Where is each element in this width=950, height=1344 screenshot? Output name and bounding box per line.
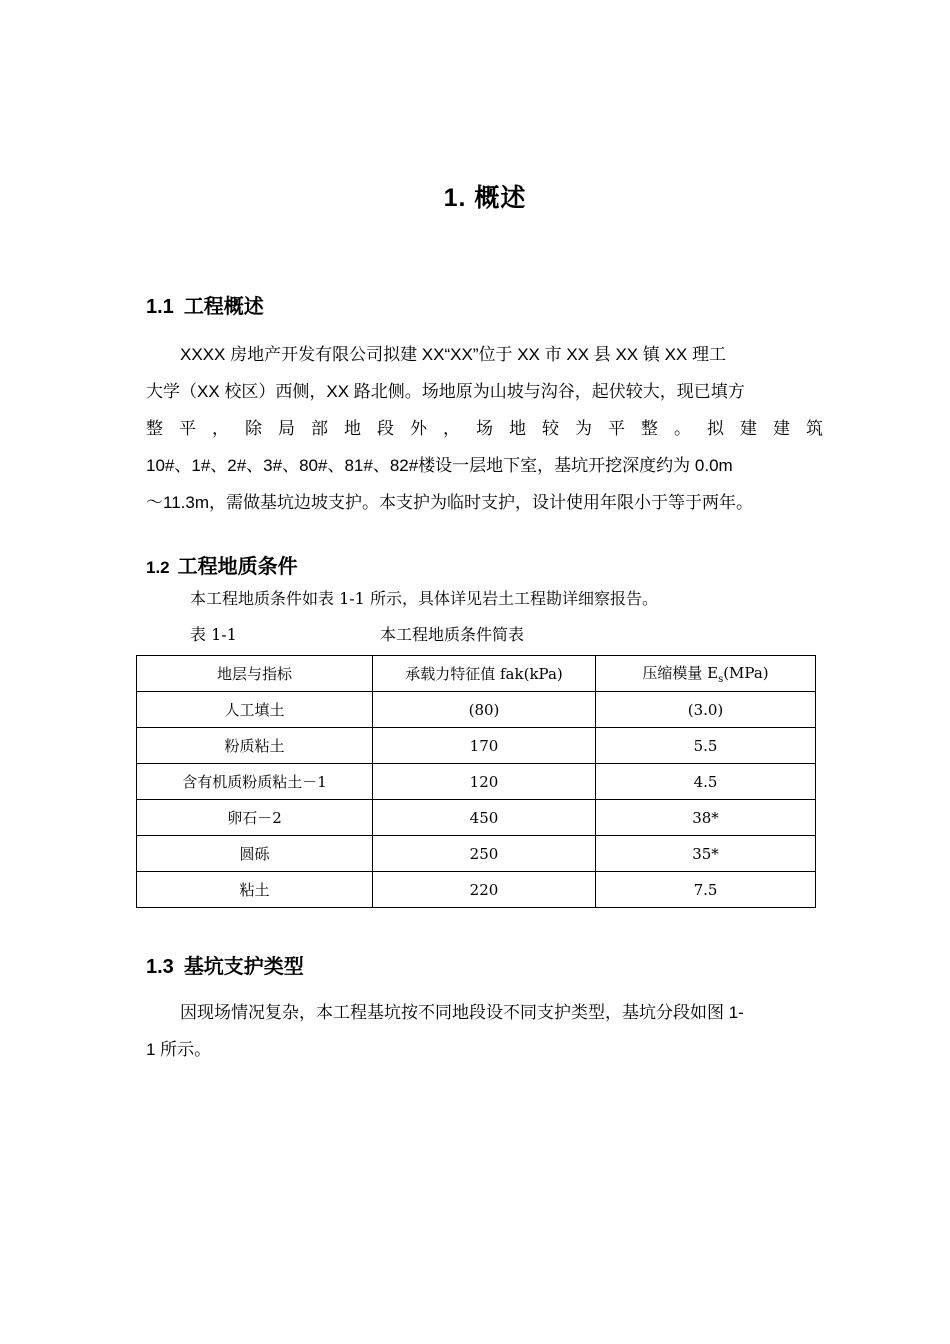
- overview-paragraph: [146, 336, 823, 521]
- table-cell: 250: [373, 836, 596, 872]
- table-row: [137, 692, 816, 728]
- page-title: 1. 概述: [443, 184, 527, 212]
- table-cell: (80): [373, 692, 596, 728]
- header-cell: 承载力特征值 fak(kPa): [373, 656, 596, 692]
- table-row: [137, 872, 816, 908]
- paragraph-line-justified: 整 平 ， 除 局 部 地 段 外 ， 场 地 较 为 平 整 。 拟 建 建 筑: [146, 419, 823, 438]
- table-cell: 170: [373, 728, 596, 764]
- header-cell: 地层与指标: [137, 656, 373, 692]
- support-paragraph: [146, 994, 823, 1068]
- table-cell: 粉质粘土: [137, 728, 373, 764]
- section-number: 1.3: [146, 956, 174, 978]
- paragraph-line: 1 所示。: [146, 1040, 212, 1059]
- section-title: 工程概述: [183, 296, 264, 318]
- paragraph-line: 大学（XX 校区）西侧，XX 路北侧。场地原为山坡与沟谷，起伏较大，现已填方: [146, 382, 745, 401]
- section-number: 1.2: [146, 558, 170, 577]
- table-row: [137, 836, 816, 872]
- table-cell: 5.5: [596, 728, 816, 764]
- table-cell: (3.0): [596, 692, 816, 728]
- section-title: 工程地质条件: [177, 556, 298, 578]
- table-cell: 35*: [596, 836, 816, 872]
- paragraph-line: ～11.3m，需做基坑边坡支护。本支护为临时支护，设计使用年限小于等于两年。: [146, 493, 753, 512]
- paragraph-line: 10#、1#、2#、3#、80#、81#、82#楼设一层地下室，基坑开挖深度约为 0.0m: [146, 456, 733, 475]
- table-cell: 38*: [596, 800, 816, 836]
- header-cell: 压缩模量 $E_s(MPa)$: [596, 656, 816, 692]
- table-cell: 7.5: [596, 872, 816, 908]
- table-cell: 卵石－2: [137, 800, 373, 836]
- section-title: 基坑支护类型: [183, 956, 304, 978]
- section-number: 1.1: [146, 296, 174, 318]
- table-cell: 450: [373, 800, 596, 836]
- table-cell: 人工填土: [137, 692, 373, 728]
- table-title: 本工程地质条件简表: [380, 625, 525, 644]
- table-number: 表 1-1: [190, 625, 237, 644]
- paragraph-line: 因现场情况复杂，本工程基坑按不同地段设不同支护类型，基坑分段如图 1-: [180, 1003, 744, 1022]
- section-heading-geology: [146, 550, 298, 579]
- table-cell: 圆砾: [137, 836, 373, 872]
- table-header-row: [137, 656, 816, 692]
- section-heading-support: [146, 950, 304, 979]
- table-cell: 220: [373, 872, 596, 908]
- paragraph-line: XXXX 房地产开发有限公司拟建 XX“XX”位于 XX 市 XX 县 XX 镇 XX 理工: [180, 345, 726, 364]
- section-heading-overview: [146, 290, 264, 319]
- table-cell: 含有机质粉质粘土－1: [137, 764, 373, 800]
- table-row: [137, 764, 816, 800]
- table-row: [137, 728, 816, 764]
- geology-table: [136, 655, 816, 908]
- table-cell: 粘土: [137, 872, 373, 908]
- table-row: [137, 800, 816, 836]
- geology-intro: 本工程地质条件如表 1-1 所示，具体详见岩土工程勘详细察报告。: [190, 589, 658, 608]
- table-cell: 120: [373, 764, 596, 800]
- table-cell: 4.5: [596, 764, 816, 800]
